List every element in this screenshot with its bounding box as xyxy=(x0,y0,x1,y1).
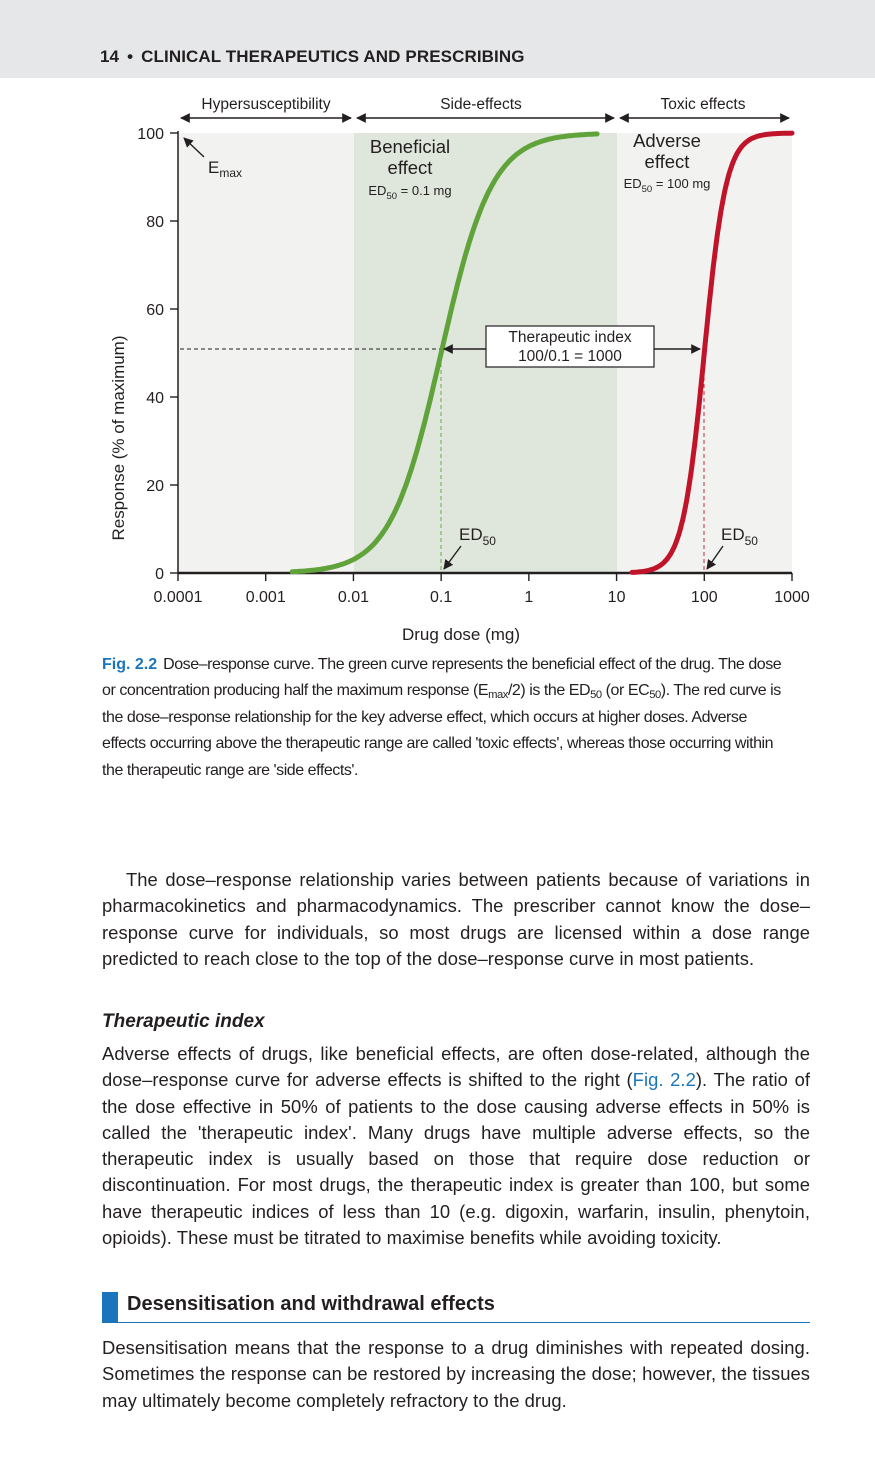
figure-label: Fig. 2.2 xyxy=(102,656,158,673)
section-heading xyxy=(102,1292,810,1323)
ed50-adverse-label: $ED_{50}$ xyxy=(721,525,758,548)
x-axis-label: Drug dose (mg) xyxy=(401,625,521,644)
paragraph-desensitisation: Desensitisation means that the response to a drug diminishes with repeated dosing. Sometimes the response can be restored by increasing the dose; however, the tissues may ultimately become completely refractory to the drug. xyxy=(102,1337,810,1411)
caption-subscript: 50 xyxy=(590,689,602,702)
y-tick-label: 20 xyxy=(146,478,164,495)
x-tick-label: 0.0001 xyxy=(153,589,203,606)
therapeutic-index-value: 100/0.1 = 1000 xyxy=(518,348,622,365)
adverse-label-line1: Adverse xyxy=(633,130,701,151)
figure-reference-link[interactable]: Fig. 2.2 xyxy=(632,1069,696,1091)
band-label-side-effects: Side-effects xyxy=(440,96,522,113)
therapeutic-index-title: Therapeutic index xyxy=(508,329,632,346)
x-tick-label: 1000 xyxy=(774,589,810,606)
figure-caption xyxy=(102,652,792,784)
paragraph-therapeutic-index xyxy=(102,1041,810,1251)
x-tick-label: 0.1 xyxy=(430,589,453,606)
chapter-title: CLINICAL THERAPEUTICS AND PRESCRIBING xyxy=(141,47,525,66)
subheading-therapeutic-index: Therapeutic index xyxy=(102,1011,265,1032)
beneficial-label-line1: Beneficial xyxy=(369,136,451,157)
caption-text: Dose–response curve. The green curve represents the beneficial effect of the drug. The dose or concentration producing half the maximum response (E xyxy=(102,656,782,700)
y-tick-label: 0 xyxy=(155,566,164,583)
section-heading-title: Desensitisation and withdrawal effects xyxy=(127,1293,495,1315)
ed50-beneficial-label: $ED_{50}$ xyxy=(459,525,496,548)
x-tick-label: 1 xyxy=(524,589,534,606)
emax-label: $E_{max}$ xyxy=(208,158,243,180)
header-separator: • xyxy=(127,47,134,66)
page-number: 14 xyxy=(100,47,120,66)
y-tick-label: 40 xyxy=(146,390,164,407)
adverse-label-line2: effect xyxy=(644,151,690,172)
x-tick-label: 10 xyxy=(607,589,626,606)
caption-text: /2) is the ED xyxy=(507,682,591,700)
caption-subscript: max xyxy=(488,689,508,702)
hypersusceptibility-region xyxy=(178,133,354,573)
dose-response-figure xyxy=(0,84,875,644)
caption-text: (or EC xyxy=(601,682,650,700)
y-tick-label: 100 xyxy=(137,126,164,143)
paragraph-text: Adverse effects of drugs, like beneficial effects, are often dose-related, although the dose–response curve for adverse effects is shifted to the right ( xyxy=(102,1043,810,1091)
paragraph-dose-response-variation: The dose–response relationship varies between patients because of variations in pharmacokinetics and pharmacodynamics. The prescriber cannot know the dose–response curve for individuals, so most drugs are licensed within a dose range predicted to reach close to the top of the dose–response curve in most patients. xyxy=(102,869,810,969)
caption-subscript: 50 xyxy=(649,689,661,702)
caption-text: ). The red curve is the dose–response relationship for the key adverse effect, which occurs at higher doses. Adverse effects occurring above the therapeutic range are called 'toxic effects', whereas those occurring within the therapeutic range are 'side effects'. xyxy=(102,682,781,779)
band-label-toxic-effects: Toxic effects xyxy=(660,96,746,113)
band-label-hypersusceptibility: Hypersusceptibility xyxy=(201,96,331,113)
running-head xyxy=(100,47,525,67)
x-tick-label: 0.01 xyxy=(337,589,369,606)
adverse-ed50-note: $ED_{50} = 100$ mg xyxy=(623,176,711,195)
y-tick-label: 80 xyxy=(146,214,164,231)
y-tick-label: 60 xyxy=(146,302,164,319)
beneficial-label-line2: effect xyxy=(387,157,433,178)
x-tick-label: 100 xyxy=(690,589,718,606)
beneficial-ed50-note: $ED_{50} = 0.1$ mg xyxy=(368,183,452,202)
paragraph-text: ). The ratio of the dose effective in 50% of patients to the dose causing adverse effects in 50% is called the 'therapeutic index'. Many drugs have multiple adverse effects, so the therapeutic index is usually based on those that require dose reduction or discontinuation. For most drugs, the therapeutic index is greater than 100, but some have therapeutic indices of less than 10 (e.g. digoxin, warfarin, insulin, phenytoin, opioids). These must be titrated to maximise benefits while avoiding toxicity. xyxy=(102,1069,811,1249)
section-heading-bar xyxy=(102,1292,118,1322)
x-tick-label: 0.001 xyxy=(245,589,286,606)
y-axis-label: Response (% of maximum) xyxy=(109,335,128,541)
